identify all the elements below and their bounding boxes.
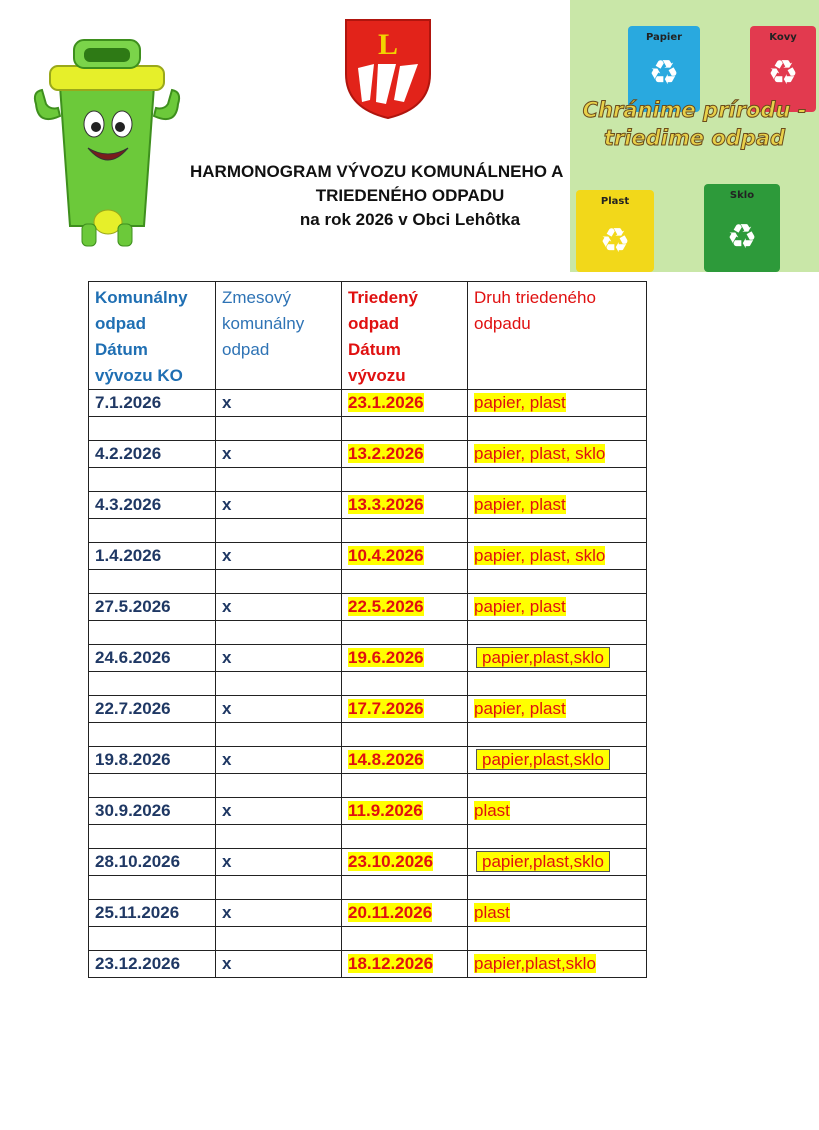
table-row: [89, 696, 647, 723]
glass-bin-label: Sklo: [729, 190, 755, 201]
mixed-waste-mark: x: [216, 900, 342, 927]
waste-type-value: papier,plast,sklo: [476, 749, 610, 770]
ko-date-cell: 28.10.2026: [89, 849, 216, 876]
empty-cell: [342, 519, 468, 543]
table-row: [89, 492, 647, 519]
sorted-date-value: 10.4.2026: [348, 546, 424, 565]
empty-cell: [342, 723, 468, 747]
empty-cell: [89, 825, 216, 849]
waste-type-value: papier, plast, sklo: [474, 546, 606, 565]
mixed-waste-mark: x: [216, 747, 342, 774]
empty-cell: [468, 621, 647, 645]
waste-type-cell: [468, 390, 647, 417]
mixed-waste-mark: x: [216, 798, 342, 825]
mixed-waste-mark: x: [216, 696, 342, 723]
metal-bin-label: Kovy: [769, 32, 797, 43]
table-row: [89, 747, 647, 774]
table-row: [89, 441, 647, 468]
ko-date-cell: 24.6.2026: [89, 645, 216, 672]
header-ko-date: Komunálny odpad Dátum vývozu KO: [89, 282, 216, 390]
empty-cell: [342, 570, 468, 594]
paper-bin-label: Papier: [645, 32, 683, 43]
title-line-1: HARMONOGRAM VÝVOZU KOMUNÁLNEHO A: [190, 162, 564, 181]
sorted-date-cell: [342, 492, 468, 519]
ko-date-cell: 19.8.2026: [89, 747, 216, 774]
empty-cell: [216, 417, 342, 441]
ko-date-cell: 23.12.2026: [89, 951, 216, 978]
mascot-bin-illustration: [22, 26, 192, 256]
sorted-date-cell: [342, 441, 468, 468]
empty-cell: [342, 774, 468, 798]
waste-type-value: papier,plast,sklo: [474, 954, 596, 973]
empty-cell: [468, 927, 647, 951]
ko-date-cell: 30.9.2026: [89, 798, 216, 825]
coat-of-arms: [342, 16, 434, 120]
table-row: [89, 951, 647, 978]
page-title: [180, 160, 640, 232]
waste-type-cell: [468, 747, 647, 774]
sorted-date-cell: [342, 747, 468, 774]
ko-date-cell: 27.5.2026: [89, 594, 216, 621]
table-row: [89, 645, 647, 672]
empty-cell: [89, 723, 216, 747]
waste-type-cell: [468, 951, 647, 978]
sorted-date-cell: [342, 645, 468, 672]
ko-date-cell: 25.11.2026: [89, 900, 216, 927]
mixed-waste-mark: x: [216, 594, 342, 621]
waste-type-value: papier, plast: [474, 699, 566, 718]
waste-type-value: papier, plast, sklo: [474, 444, 606, 463]
empty-cell: [89, 570, 216, 594]
title-line-2: TRIEDENÉHO ODPADU: [315, 186, 505, 205]
empty-cell: [216, 621, 342, 645]
sorted-date-value: 11.9.2026: [348, 801, 423, 820]
waste-type-cell: [468, 594, 647, 621]
spacer-row: [89, 723, 647, 747]
spacer-row: [89, 570, 647, 594]
spacer-row: [89, 876, 647, 900]
plastic-bin-label: Plast: [600, 196, 630, 207]
spacer-row: [89, 774, 647, 798]
empty-cell: [468, 825, 647, 849]
table-row: [89, 543, 647, 570]
empty-cell: [216, 876, 342, 900]
empty-cell: [342, 876, 468, 900]
header-sorted-type: Druh triedeného odpadu: [468, 282, 647, 390]
mixed-waste-mark: x: [216, 492, 342, 519]
empty-cell: [342, 417, 468, 441]
empty-cell: [216, 774, 342, 798]
table-row: [89, 900, 647, 927]
empty-cell: [89, 621, 216, 645]
empty-cell: [468, 723, 647, 747]
header-mixed-waste: Zmesový komunálny odpad: [216, 282, 342, 390]
empty-cell: [342, 927, 468, 951]
empty-cell: [468, 672, 647, 696]
crest-letter: L: [377, 28, 399, 61]
empty-cell: [342, 672, 468, 696]
sorted-date-cell: [342, 543, 468, 570]
empty-cell: [89, 927, 216, 951]
waste-type-cell: [468, 696, 647, 723]
mixed-waste-mark: x: [216, 645, 342, 672]
waste-type-cell: [468, 543, 647, 570]
waste-type-cell: [468, 900, 647, 927]
empty-cell: [89, 417, 216, 441]
empty-cell: [468, 774, 647, 798]
recycle-icon: ♻: [599, 222, 631, 260]
ko-date-cell: 7.1.2026: [89, 390, 216, 417]
sorted-date-value: 17.7.2026: [348, 699, 424, 718]
empty-cell: [342, 468, 468, 492]
ko-date-cell: 4.3.2026: [89, 492, 216, 519]
empty-cell: [468, 876, 647, 900]
slogan-line-2: triedime odpad: [603, 126, 786, 150]
sorted-date-cell: [342, 594, 468, 621]
waste-type-cell: [468, 492, 647, 519]
empty-cell: [216, 519, 342, 543]
sorted-date-value: 18.12.2026: [348, 954, 434, 973]
waste-type-value: papier,plast,sklo: [476, 851, 610, 872]
spacer-row: [89, 672, 647, 696]
empty-cell: [468, 468, 647, 492]
empty-cell: [216, 570, 342, 594]
empty-cell: [89, 519, 216, 543]
sorted-date-cell: [342, 900, 468, 927]
spacer-row: [89, 519, 647, 543]
waste-type-value: plast: [474, 801, 510, 820]
sorted-date-cell: [342, 798, 468, 825]
mixed-waste-mark: x: [216, 390, 342, 417]
table-row: [89, 798, 647, 825]
glass-bin: [704, 184, 780, 272]
sorted-date-cell: [342, 696, 468, 723]
waste-type-value: papier, plast: [474, 393, 566, 412]
empty-cell: [342, 621, 468, 645]
recycle-icon: ♻: [648, 54, 680, 92]
mixed-waste-mark: x: [216, 849, 342, 876]
schedule-table: [88, 281, 647, 978]
empty-cell: [89, 876, 216, 900]
mixed-waste-mark: x: [216, 951, 342, 978]
table-row: [89, 849, 647, 876]
sorted-date-value: 19.6.2026: [348, 648, 424, 667]
sorted-date-value: 20.11.2026: [348, 903, 433, 922]
sorted-date-value: 13.2.2026: [348, 444, 424, 463]
sorted-date-cell: [342, 849, 468, 876]
spacer-row: [89, 417, 647, 441]
waste-type-value: papier, plast: [474, 495, 566, 514]
waste-type-cell: [468, 645, 647, 672]
table-row: [89, 390, 647, 417]
waste-type-cell: [468, 798, 647, 825]
ko-date-cell: 4.2.2026: [89, 441, 216, 468]
empty-cell: [342, 825, 468, 849]
recycle-icon: ♻: [767, 54, 799, 92]
title-line-3: na rok 2026 v Obci Lehôtka: [299, 210, 521, 229]
sorted-date-value: 13.3.2026: [348, 495, 424, 514]
empty-cell: [216, 927, 342, 951]
slogan-line-1: Chránime prírodu -: [582, 98, 807, 122]
waste-type-value: papier, plast: [474, 597, 566, 616]
waste-type-value: plast: [474, 903, 510, 922]
sorted-date-value: 23.1.2026: [348, 393, 424, 412]
empty-cell: [216, 825, 342, 849]
ko-date-cell: 1.4.2026: [89, 543, 216, 570]
table-header-row: [89, 282, 647, 390]
mixed-waste-mark: x: [216, 543, 342, 570]
empty-cell: [468, 519, 647, 543]
empty-cell: [468, 417, 647, 441]
sorted-date-cell: [342, 390, 468, 417]
spacer-row: [89, 468, 647, 492]
empty-cell: [89, 672, 216, 696]
empty-cell: [216, 723, 342, 747]
waste-type-cell: [468, 441, 647, 468]
sorted-date-cell: [342, 951, 468, 978]
spacer-row: [89, 825, 647, 849]
empty-cell: [468, 570, 647, 594]
spacer-row: [89, 621, 647, 645]
waste-type-value: papier,plast,sklo: [476, 647, 610, 668]
empty-cell: [89, 468, 216, 492]
empty-cell: [216, 468, 342, 492]
table-row: [89, 594, 647, 621]
spacer-row: [89, 927, 647, 951]
empty-cell: [89, 774, 216, 798]
empty-cell: [216, 672, 342, 696]
sorted-date-value: 22.5.2026: [348, 597, 424, 616]
recycle-icon: ♻: [726, 218, 758, 256]
header-sorted-date: Triedený odpad Dátum vývozu: [342, 282, 468, 390]
waste-type-cell: [468, 849, 647, 876]
ko-date-cell: 22.7.2026: [89, 696, 216, 723]
sorted-date-value: 14.8.2026: [348, 750, 424, 769]
mixed-waste-mark: x: [216, 441, 342, 468]
sorted-date-value: 23.10.2026: [348, 852, 434, 871]
